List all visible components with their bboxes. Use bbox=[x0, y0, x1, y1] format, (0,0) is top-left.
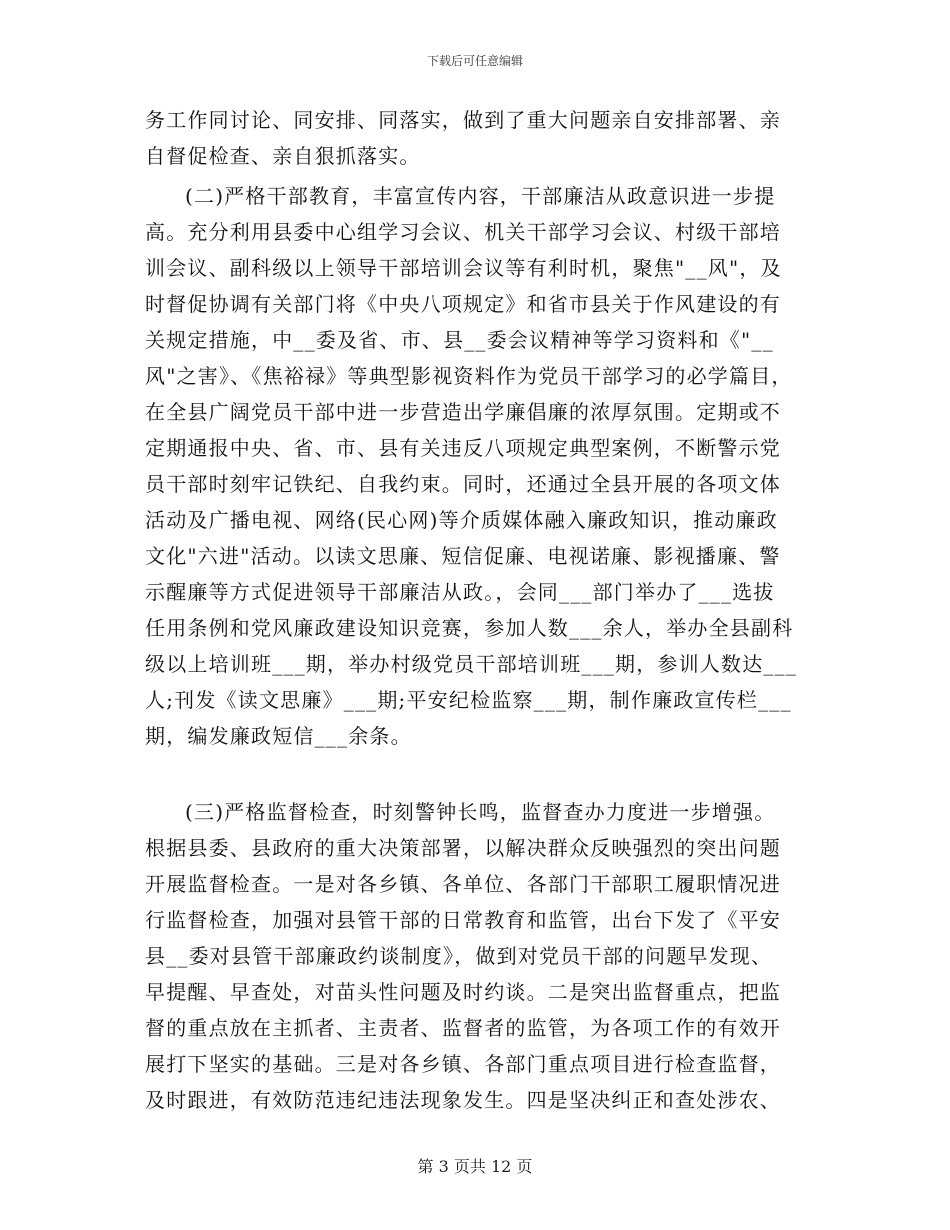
text-line: 高。充分利用县委中心组学习会议、机关干部学习会议、村级干部培 bbox=[145, 220, 781, 244]
text-line: 关规定措施，中__委及省、市、县__委会议精神等学习资料和《"__ bbox=[145, 328, 774, 352]
text-line: 根据县委、县政府的重大决策部署，以解决群众反映强烈的突出问题 bbox=[145, 836, 781, 860]
text-line: 员干部时刻牢记铁纪、自我约束。同时，还通过全县开展的各项文体 bbox=[145, 472, 781, 496]
text-line: 开展监督检查。一是对各乡镇、各单位、各部门干部职工履职情况进 bbox=[145, 872, 781, 896]
text-line: 定期通报中央、省、市、县有关违反八项规定典型案例，不断警示党 bbox=[145, 436, 781, 460]
text-line: 展打下坚实的基础。三是对各乡镇、各部门重点项目进行检查监督， bbox=[145, 1052, 781, 1076]
text-line: 期，编发廉政短信___余条。 bbox=[145, 724, 412, 748]
text-line: 县__委对县管干部廉政约谈制度》，做到对党员干部的问题早发现、 bbox=[145, 944, 773, 968]
page-number: 第 3 页共 12 页 bbox=[417, 1157, 533, 1176]
text-line: 自督促检查、亲自狠抓落实。 bbox=[145, 144, 421, 168]
text-line: 时督促协调有关部门将《中央八项规定》和省市县关于作风建设的有 bbox=[145, 292, 781, 316]
text-line: 任用条例和党风廉政建设知识竞赛，参加人数___余人，举办全县副科 bbox=[145, 616, 794, 640]
text-line: 及时跟进，有效防范违纪违法现象发生。四是坚决纠正和查处涉农、 bbox=[145, 1088, 781, 1112]
paragraph-heading-line: (三)严格监督检查，时刻警钟长鸣，监督查办力度进一步增强。 bbox=[185, 800, 776, 824]
paragraph-cadre-education bbox=[145, 178, 805, 790]
text-line: 示醒廉等方式促进领导干部廉洁从政。，会同___部门举办了___选拔 bbox=[145, 580, 775, 604]
text-line: 早提醒、早查处，对苗头性问题及时约谈。二是突出监督重点，把监 bbox=[145, 980, 781, 1004]
text-line: 人;刊发《读文思廉》___期;平安纪检监察___期，制作廉政宣传栏___ bbox=[145, 688, 792, 712]
text-line: 行监督检查，加强对县管干部的日常教育和监管，出台下发了《平安 bbox=[145, 908, 781, 932]
text-line: 训会议、副科级以上领导干部培训会议等有利时机，聚焦"__风"，及 bbox=[145, 256, 782, 280]
page-header-note: 下载后可任意编辑 bbox=[426, 54, 523, 68]
text-line: 督的重点放在主抓者、主责者、监督者的监管，为各项工作的有效开 bbox=[145, 1016, 781, 1040]
paragraph-supervision bbox=[145, 794, 805, 1118]
text-line: 活动及广播电视、网络(民心网)等介质媒体融入廉政知识，推动廉政 bbox=[145, 508, 778, 532]
text-line bbox=[145, 754, 805, 790]
document-body bbox=[145, 102, 805, 1118]
text-line: 文化"六进"活动。以读文思廉、短信促廉、电视诺廉、影视播廉、警 bbox=[145, 544, 781, 568]
text-line: 风"之害》、《焦裕禄》等典型影视资料作为党员干部学习的必学篇目， bbox=[145, 364, 793, 388]
paragraph-continuation bbox=[145, 102, 805, 174]
paragraph-heading-line: (二)严格干部教育，丰富宣传内容，干部廉洁从政意识进一步提 bbox=[185, 184, 776, 208]
text-line: 务工作同讨论、同安排、同落实，做到了重大问题亲自安排部署、亲 bbox=[145, 108, 781, 132]
text-line: 在全县广阔党员干部中进一步营造出学廉倡廉的浓厚氛围。定期或不 bbox=[145, 400, 781, 424]
text-line: 级以上培训班___期，举办村级党员干部培训班___期，参训人数达___ bbox=[145, 652, 797, 676]
